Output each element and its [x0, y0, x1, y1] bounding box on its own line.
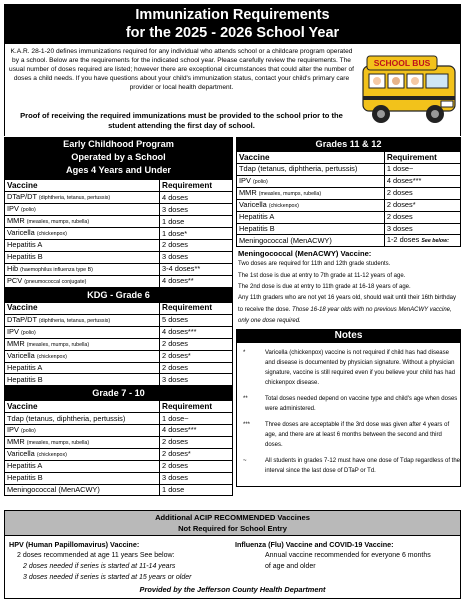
vaccine-cell — [5, 448, 160, 460]
vaccine-subtext: (chickenpox) — [268, 202, 299, 209]
requirement-value: 2 doses — [386, 188, 413, 198]
grade7-table — [4, 400, 233, 496]
vaccine-name: Varicella — [7, 228, 35, 237]
requirement-cell — [160, 251, 233, 263]
footer-credit: Provided by the Jefferson County Health Department — [139, 585, 326, 594]
table-header-row — [5, 401, 233, 413]
requirement-cell — [384, 175, 460, 187]
vaccine-name: Hepatitis A — [239, 212, 275, 222]
flu-title: Influenza (Flu) Vaccine and COVID-19 Vaccine: — [235, 540, 394, 549]
notes-box — [236, 343, 461, 487]
vaccine-name: MMR — [7, 338, 25, 348]
meningococcal-text: Two doses are required for 11th and 12th grade students. — [238, 261, 391, 268]
vaccine-cell — [5, 413, 160, 425]
vaccine-subtext: (measles, mumps, rubella) — [26, 219, 90, 225]
meningococcal-section — [236, 249, 461, 327]
early-childhood-title-line: Operated by a School — [71, 152, 166, 162]
vaccine-name: Meningococcal (MenACWY) — [7, 484, 100, 494]
early-childhood-title — [4, 137, 233, 179]
table-row — [5, 216, 233, 228]
kdg-table — [4, 302, 233, 387]
table-row — [5, 374, 233, 386]
table-row — [5, 314, 233, 326]
vaccine-cell — [5, 240, 160, 252]
vaccine-cell — [5, 362, 160, 374]
grade7-title: Grade 7 - 10 — [4, 386, 233, 400]
requirement-value: 2 doses — [162, 240, 188, 250]
requirement-value: 4 doses — [162, 192, 188, 202]
requirement-cell — [160, 484, 233, 496]
grade11-table — [236, 151, 461, 247]
table-row — [5, 228, 233, 240]
table-row — [5, 326, 233, 338]
early-childhood-title-line: Ages 4 Years and Under — [65, 165, 172, 175]
vaccine-name: MMR — [7, 216, 25, 225]
table-header-row — [237, 152, 461, 164]
page-subtitle: for the 2025 - 2026 School Year — [125, 25, 340, 41]
notes-title: Notes — [236, 329, 461, 343]
requirement-value: 2 doses — [386, 212, 413, 222]
requirement-value: 2 doses* — [386, 200, 416, 210]
requirement-value: 2 doses — [162, 461, 188, 471]
requirement-cell — [160, 216, 233, 228]
meningococcal-text — [238, 293, 461, 327]
requirement-cell — [160, 314, 233, 326]
vaccine-subtext: (measles, mumps, rubella) — [26, 439, 90, 446]
table-row — [5, 460, 233, 472]
vaccine-subtext: (polio) — [20, 207, 36, 213]
requirement-cell — [160, 204, 233, 216]
hpv-text: 3 doses needed if series is started at 15 years or older — [23, 574, 192, 581]
requirement-cell — [160, 228, 233, 240]
vaccine-name: Tdap (tetanus, diphtheria, pertussis) — [7, 413, 126, 423]
vaccine-name: DTaP/DT — [7, 314, 37, 324]
acip-subtitle: Not Required for School Entry — [178, 524, 287, 533]
table-row — [5, 338, 233, 350]
requirement-column-header: Requirement — [160, 302, 233, 314]
requirement-cell — [160, 275, 233, 287]
table-row — [237, 187, 461, 199]
vaccine-subtext: (measles, mumps, rubella) — [26, 341, 90, 348]
hpv-text: 2 doses recommended at age 11 years See below: — [17, 552, 175, 559]
vaccine-cell — [5, 326, 160, 338]
table-row — [5, 240, 233, 252]
note-mark: *** — [243, 422, 251, 429]
requirement-note: See below: — [421, 238, 450, 245]
vaccine-column-header: Vaccine — [5, 401, 160, 413]
vaccine-cell — [5, 424, 160, 436]
table-row — [237, 199, 461, 211]
vaccine-name: Hepatitis A — [7, 362, 43, 372]
requirement-value: 3 doses — [162, 473, 188, 483]
right-column — [236, 137, 461, 487]
requirement-value: 1 dose~ — [386, 164, 414, 174]
page-title: Immunization Requirements — [135, 7, 330, 23]
vaccine-subtext: (haemophilus influenza type B) — [20, 266, 93, 273]
vaccine-name: MMR — [7, 436, 25, 446]
requirement-cell — [160, 374, 233, 386]
table-row — [5, 448, 233, 460]
vaccine-cell — [5, 350, 160, 362]
note-mark: ** — [243, 396, 248, 403]
vaccine-name: Hepatitis B — [239, 223, 275, 233]
meningococcal-text: The 2nd dose is due at entry to 11th grade at 16-18 years of age. — [238, 283, 411, 290]
vaccine-name: DTaP/DT — [7, 192, 37, 201]
vaccine-name: Tdap (tetanus, diphtheria, pertussis) — [239, 164, 358, 174]
table-row — [5, 413, 233, 425]
vaccine-cell — [237, 235, 385, 247]
table-header-row — [5, 180, 233, 192]
hpv-block — [9, 539, 224, 583]
vaccine-cell — [5, 263, 160, 275]
vaccine-cell — [5, 216, 160, 228]
vaccine-cell — [5, 472, 160, 484]
requirement-cell — [160, 192, 233, 204]
requirement-cell — [160, 240, 233, 252]
vaccine-subtext: (diphtheria, tetanus, pertussis) — [38, 317, 111, 324]
vaccine-name: Hepatitis A — [7, 240, 43, 250]
table-row — [5, 263, 233, 275]
requirement-value: 1 dose* — [162, 228, 188, 238]
vaccine-cell — [5, 251, 160, 263]
table-row — [5, 275, 233, 287]
vaccine-cell — [5, 338, 160, 350]
note-text: All students in grades 7-12 must have one dose of Tdap regardless of the interval since the last dose of DTaP or Td. — [265, 458, 461, 475]
hpv-text: 2 doses needed if series is started at 11-14 years — [23, 563, 176, 570]
requirement-cell — [384, 235, 460, 247]
table-row — [237, 211, 461, 223]
requirement-cell — [160, 338, 233, 350]
vaccine-name: Hepatitis A — [7, 461, 43, 471]
note-mark: * — [243, 350, 246, 357]
table-header-row — [5, 302, 233, 314]
requirement-cell — [160, 413, 233, 425]
table-row — [5, 204, 233, 216]
requirement-value: 1-2 doses — [386, 235, 420, 245]
vaccine-name: Meningococcal (MenACWY) — [239, 235, 332, 245]
vaccine-subtext: (polio) — [252, 178, 268, 185]
requirement-value: 3 doses — [162, 252, 188, 262]
vaccine-cell — [237, 199, 385, 211]
requirement-cell — [160, 424, 233, 436]
requirement-value: 2 doses — [162, 362, 188, 372]
vaccine-cell — [237, 187, 385, 199]
requirement-value: 3 doses — [386, 223, 413, 233]
requirement-column-header: Requirement — [160, 180, 233, 192]
requirement-value: 5 doses — [162, 315, 188, 325]
vaccine-column-header: Vaccine — [237, 152, 385, 164]
vaccine-subtext: (pneumococcal conjugate) — [24, 278, 87, 285]
table-row — [5, 251, 233, 263]
vaccine-name: Varicella — [7, 350, 35, 360]
bus-sign: SCHOOL BUS — [373, 58, 431, 68]
requirement-value: 1 dose~ — [162, 413, 189, 423]
vaccine-cell — [5, 204, 160, 216]
note-item — [237, 420, 460, 450]
requirement-value: 1 dose — [162, 484, 185, 494]
vaccine-cell — [237, 164, 385, 176]
meningococcal-italic-text: Those 16-18 year olds with no previous MenACWY vaccine, only one dose required. — [238, 306, 452, 324]
table-row — [237, 235, 461, 247]
vaccine-name: IPV — [7, 424, 19, 434]
early-childhood-title-line: Early Childhood Program — [63, 139, 174, 149]
requirement-cell — [384, 211, 460, 223]
requirement-cell — [384, 187, 460, 199]
requirement-value: 2 doses — [162, 339, 188, 349]
table-row — [5, 350, 233, 362]
meningococcal-text: The 1st dose is due at entry to 7th grade at 11-12 years of age. — [238, 272, 406, 279]
requirement-value: 4 doses*** — [162, 327, 197, 337]
requirement-value: 3 doses — [162, 374, 188, 384]
table-row — [237, 223, 461, 235]
vaccine-name: Varicella — [239, 199, 267, 209]
intro-proof-text: Proof of receiving the required immunizations must be provided to the school prior to the student attending the first day of school. — [20, 111, 343, 130]
page-header — [4, 4, 461, 44]
kdg-title: KDG - Grade 6 — [4, 288, 233, 302]
vaccine-cell — [237, 223, 385, 235]
requirement-value: 3-4 doses** — [162, 264, 201, 274]
note-text: Varicella (chickenpox) vaccine is not required if child has had disease and disease is documented by physician signature. Without a physician signature, vaccine is still required even if you believe your child has had chickenpox disease. — [265, 350, 456, 387]
vaccine-cell — [5, 374, 160, 386]
requirement-value: 2 doses* — [162, 449, 191, 459]
vaccine-name: Hepatitis B — [7, 252, 43, 262]
vaccine-name: Hepatitis B — [7, 473, 43, 483]
note-item — [237, 348, 460, 388]
vaccine-name: PCV — [7, 275, 23, 285]
vaccine-name: Hepatitis B — [7, 374, 43, 384]
table-row — [5, 192, 233, 204]
note-text: Three doses are acceptable if the 3rd dose was given after 4 years of age, and there are at least 6 months between the second and third doses. — [265, 422, 450, 449]
vaccine-cell — [5, 460, 160, 472]
hpv-title: HPV (Human Papillomavirus) Vaccine: — [9, 540, 140, 549]
vaccine-subtext: (chickenpox) — [36, 353, 67, 360]
intro-section — [4, 44, 461, 136]
vaccine-cell — [5, 314, 160, 326]
note-mark: ~ — [243, 458, 247, 465]
table-row — [5, 362, 233, 374]
vaccine-column-header: Vaccine — [5, 180, 160, 192]
note-item — [237, 456, 460, 476]
vaccine-cell — [5, 275, 160, 287]
requirement-cell — [160, 460, 233, 472]
requirement-value: 1 dose — [162, 216, 185, 226]
requirement-column-header: Requirement — [384, 152, 460, 164]
note-text: Total doses needed depend on vaccine type and child's age when doses were administered. — [265, 396, 458, 413]
requirement-cell — [160, 362, 233, 374]
table-row — [5, 484, 233, 496]
requirement-value: 2 doses* — [162, 351, 191, 361]
vaccine-name: IPV — [239, 175, 251, 185]
requirement-column-header: Requirement — [160, 401, 233, 413]
vaccine-column-header: Vaccine — [5, 302, 160, 314]
table-row — [237, 175, 461, 187]
early-childhood-table — [4, 179, 233, 288]
requirement-cell — [384, 199, 460, 211]
requirement-cell — [160, 350, 233, 362]
table-row — [5, 436, 233, 448]
vaccine-name: Hib — [7, 263, 19, 273]
vaccine-cell — [5, 192, 160, 204]
vaccine-subtext: (chickenpox) — [36, 231, 67, 237]
table-row — [237, 164, 461, 176]
left-column — [4, 137, 233, 496]
meningococcal-text-part: Any 11th graders who are not yet 16 years old, should wait until their 16th birthday to receive the dose. — [238, 295, 457, 313]
requirement-cell — [160, 263, 233, 275]
vaccine-cell — [237, 175, 385, 187]
requirement-cell — [384, 164, 460, 176]
vaccine-subtext: (diphtheria, tetanus, pertussis) — [38, 195, 111, 201]
vaccine-name: IPV — [7, 204, 19, 213]
vaccine-cell — [5, 484, 160, 496]
school-bus-illustration — [357, 46, 459, 131]
vaccine-subtext: (measles, mumps, rubella) — [258, 190, 322, 197]
vaccine-subtext: (polio) — [20, 427, 36, 434]
requirement-value: 2 doses — [162, 437, 188, 447]
acip-title: Additional ACIP RECOMMENDED Vaccines — [155, 513, 310, 522]
note-item — [237, 394, 460, 414]
vaccine-cell — [5, 228, 160, 240]
flu-block — [235, 539, 457, 572]
requirement-cell — [384, 223, 460, 235]
requirement-cell — [160, 448, 233, 460]
requirement-cell — [160, 326, 233, 338]
vaccine-name: Varicella — [7, 448, 35, 458]
table-row — [5, 424, 233, 436]
flu-text: of age and older — [265, 563, 316, 570]
vaccine-subtext: (chickenpox) — [36, 451, 67, 458]
vaccine-cell — [5, 436, 160, 448]
vaccine-name: MMR — [239, 187, 257, 197]
acip-header — [5, 511, 460, 536]
requirement-value: 4 doses** — [162, 276, 194, 286]
vaccine-subtext: (polio) — [20, 329, 36, 336]
requirement-cell — [160, 436, 233, 448]
requirement-value: 4 doses*** — [162, 425, 197, 435]
requirement-value: 4 doses*** — [386, 176, 422, 186]
flu-text: Annual vaccine recommended for everyone 6 months — [265, 552, 431, 559]
table-row — [5, 472, 233, 484]
grade11-title: Grades 11 & 12 — [236, 137, 461, 151]
intro-text: K.A.R. 28-1-20 defines immunizations required for any individual who attends school or a childcare program operated by a school. Below are the requirements for the indicated school year. Please carefully review the requirements. The usual number of doses required are listed; however there are exceptional circumstances that could alter the number of doses a child needs. If you have questions about your child's immunization status, contact your child's primary care provider or local health department. — [9, 48, 354, 91]
meningococcal-title: Meningococcal (MenACWY) Vaccine: — [238, 249, 372, 259]
vaccine-name: IPV — [7, 326, 19, 336]
requirement-value: 3 doses — [162, 204, 188, 214]
vaccine-cell — [237, 211, 385, 223]
requirement-cell — [160, 472, 233, 484]
